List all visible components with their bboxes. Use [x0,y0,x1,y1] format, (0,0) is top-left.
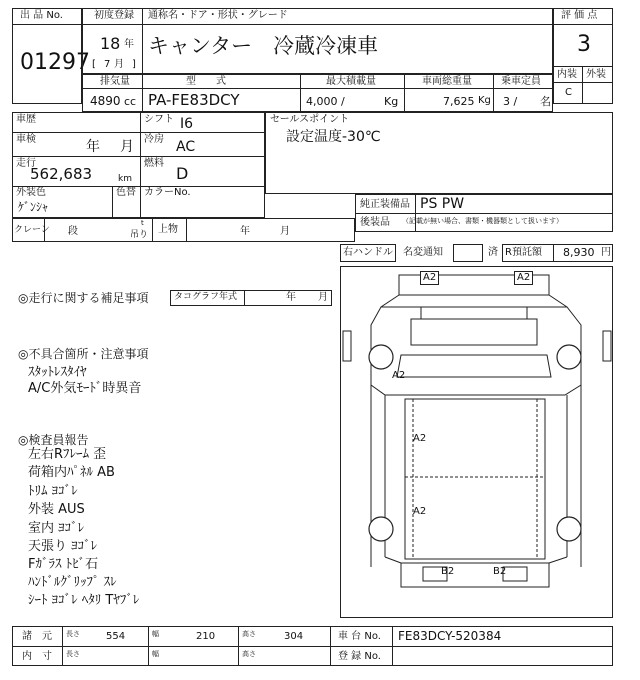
gross-weight-value: 7,625 [443,95,475,108]
gross-weight-label: 車両総重量 [422,76,472,87]
r-deposit-value: 8,930 [563,246,595,259]
defect-item: ｽﾀｯﾄﾚｽﾀｲﾔ [28,365,87,380]
equipment-value: PS PW [420,196,465,212]
fuel-label: 燃料 [144,158,164,169]
driving-notes-title: ◎走行に関する補足事項 [18,291,149,305]
damage-mark-front-right: A2 [514,271,533,285]
displacement-label: 排気量 [100,76,130,87]
damage-diagram [340,266,613,618]
width-value: 210 [196,631,216,642]
inspector-item: 左右Rﾌﾚｰﾑ 歪 [28,447,107,462]
mount-label: 上物 [158,224,178,235]
name-change-label: 名変通知 [403,247,443,258]
color-change-label: 色替 [116,187,136,198]
r-deposit-label: R預託額 [505,247,542,258]
dims-label: 諸 元 [22,631,52,642]
max-load-value: 4,000 / [306,95,345,108]
height-value: 304 [284,631,304,642]
inspection-month-unit: 月 [120,139,134,155]
fuel-value: D [176,164,189,183]
tachograph-month-unit: 月 [318,292,328,303]
displacement-value: 4890 [90,94,121,108]
width-label: 幅 [152,630,159,638]
crane-label: クレーン [14,225,50,235]
ac-label: 冷房 [144,134,164,145]
recycle-label: 済 [488,247,498,258]
inspector-item: ｼｰﾄ ﾖｺﾞﾚ ﾍﾀﾘ Tﾔﾌﾞﾚ [28,593,140,608]
exterior-label: 外装 [586,69,606,80]
score-label: 評 価 点 [561,10,598,21]
truck-outline-diagram [341,267,612,617]
ac-value: AC [176,139,196,155]
interior-label: 内装 [557,69,577,80]
color-value: ｹﾞﾝｼｬ [18,200,49,214]
interior-dims-label: 内 寸 [22,651,52,662]
damage-mark-cab-left: A2 [392,370,406,381]
shift-label: シフト [144,114,174,125]
mount-month-unit: 月 [280,226,290,237]
inspector-item: 外装 AUS [28,502,85,517]
damage-mark-cargo-lower: A2 [413,506,427,517]
aftermarket-note: （記載が無い場合、書類・機器類として扱います） [402,217,563,225]
crane-box [12,218,355,242]
reg-year-unit: 年 [124,39,134,50]
inspector-item: Fｶﾞﾗｽ ﾄﾋﾞ石 [28,557,99,572]
vehicle-name: キャンター 冷蔵冷凍車 [148,34,379,58]
tachograph-year-unit: 年 [286,292,296,303]
sales-point-label: セールスポイント [270,114,350,125]
score-value: 3 [577,32,591,57]
damage-mark-front-left: A2 [420,271,439,285]
inspection-label: 車検 [16,134,36,145]
steering-value: 右ハンドル [343,247,393,258]
damage-mark-cargo-upper: A2 [413,433,427,444]
chassis-value: FE83DCY-520384 [398,629,502,643]
r-deposit-unit: 円 [601,247,611,258]
name-label: 通称名・ドア・形状・グレード [148,10,288,21]
max-load-label: 最大積載量 [326,76,376,87]
color-label: 外装色 [16,187,46,198]
model-label: 型 式 [186,76,226,87]
inspector-title: ◎検査員報告 [18,433,89,447]
crane-lift-unit: 吊り [130,230,149,240]
mileage-unit: km [118,174,132,184]
interior-width-label: 幅 [152,650,159,658]
crane-stage-unit: 段 [68,226,78,237]
shift-value: I6 [180,116,194,132]
displacement-unit: cc [124,95,137,108]
height-label: 高さ [242,630,256,638]
interior-height-label: 高さ [242,650,256,658]
length-label: 長さ [66,630,80,638]
crane-ton-unit: t [141,219,144,227]
damage-mark-rear-right: B2 [493,566,507,577]
reg-month: 7 [104,59,111,70]
capacity-unit: 名 [540,95,551,108]
history-label: 車歴 [16,114,36,125]
inspector-item: 室内 ﾖｺﾞﾚ [28,521,85,536]
model-value: PA-FE83DCY [148,91,240,109]
lot-number: 01297 [20,50,90,75]
inspector-item: ﾄﾘﾑ ﾖｺﾞﾚ [28,484,78,499]
equipment-label: 純正装備品 [360,199,410,210]
inspector-item: ﾊﾝﾄﾞﾙｸﾞﾘｯﾌﾟ ｽﾚ [28,575,117,590]
sales-point-text: 設定温度-30℃ [286,129,381,145]
interior-length-label: 長さ [66,650,80,658]
mount-year-unit: 年 [240,226,250,237]
reg-label: 初度登録 [94,10,134,21]
name-change-box [453,244,483,262]
gross-weight-unit: Kg [478,95,491,106]
damage-mark-rear-left: B2 [441,566,455,577]
interior-grade: C [565,87,572,98]
tachograph-label: タコグラフ年式 [174,292,238,302]
defects-title: ◎不具合箇所・注意事項 [18,347,149,361]
reg-month-unit: 月 [114,59,124,70]
lot-label: 出 品 No. [20,10,63,21]
capacity-value: 3 / [503,95,518,108]
mileage-label: 走行 [16,158,36,169]
defect-item: A/C外気ﾓｰﾄﾞ時異音 [28,381,142,396]
color-code-label: カラーNo. [144,187,191,198]
reg-year: 18 [100,34,121,53]
length-value: 554 [106,631,126,642]
inspector-item: 天張り ﾖｺﾞﾚ [28,539,98,554]
max-load-unit: Kg [384,95,399,108]
aftermarket-label: 後装品 [360,217,390,228]
inspector-item: 荷箱内ﾊﾟﾈﾙ AB [28,465,115,480]
capacity-label: 乗車定員 [501,76,541,87]
registration-label: 登 録 No. [338,651,381,662]
inspection-year-unit: 年 [86,139,100,155]
mileage-value: 562,683 [30,165,93,183]
chassis-label: 車 台 No. [338,631,381,642]
